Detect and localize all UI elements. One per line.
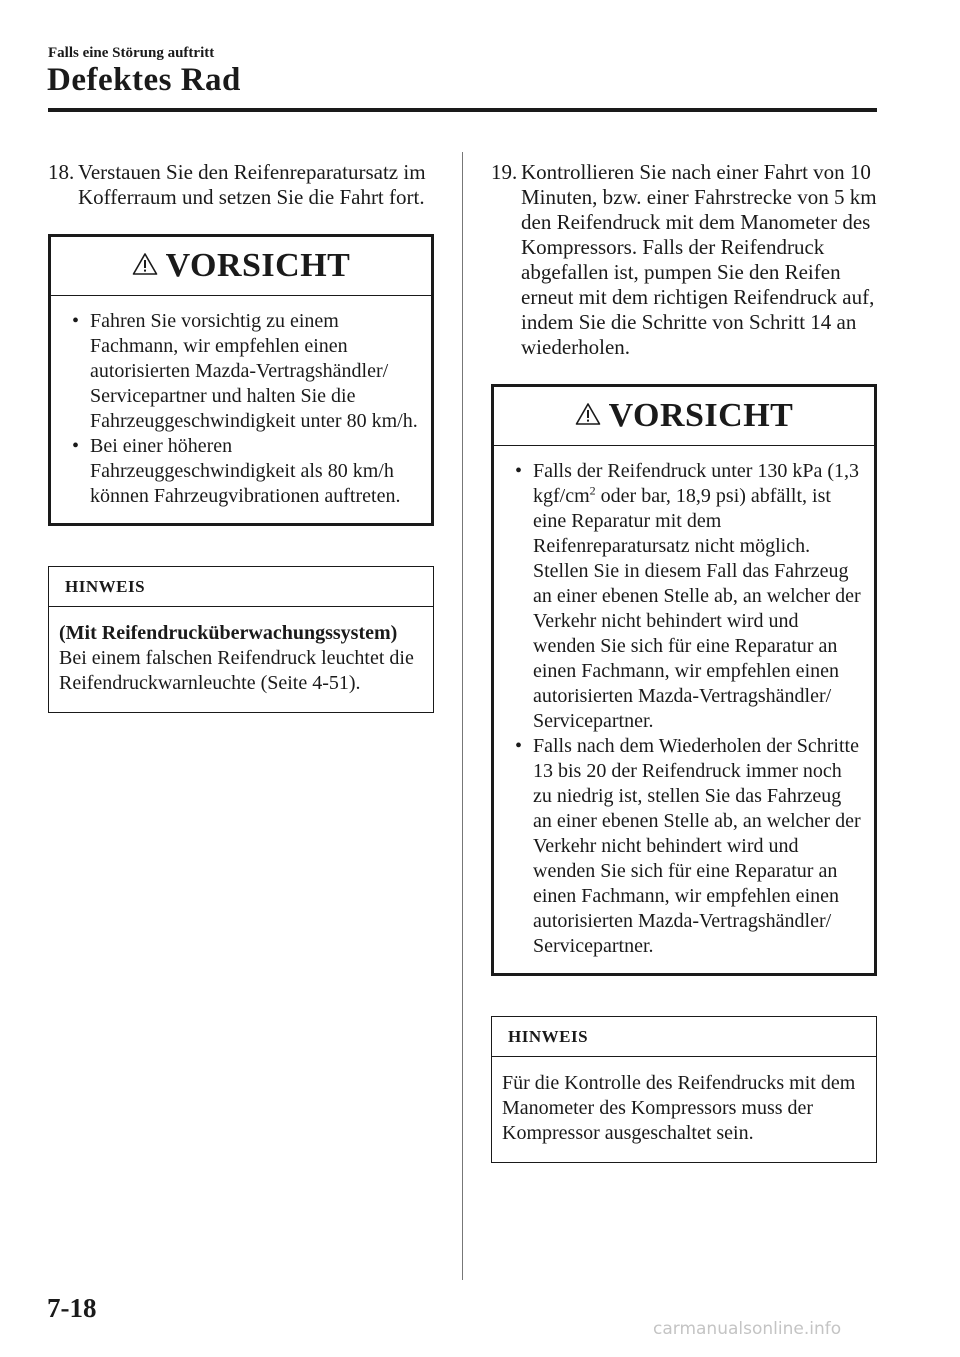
- step-number: 19.: [491, 160, 518, 184]
- caution-item-text: Bei einer höheren Fahrzeuggeschwindigkeit als 80 km/h können Fahrzeugvibrationen auftreten.: [90, 435, 401, 507]
- step-text: Verstauen Sie den Reifenreparatursatz im Kofferraum und setzen Sie die Fahrt fort.: [78, 160, 426, 209]
- note-body: [49, 607, 433, 712]
- header-rule: [48, 108, 877, 112]
- note-subheading: (Mit Reifendrucküberwachungssystem): [59, 622, 398, 644]
- section-name: Falls eine Störung auftritt: [48, 45, 215, 61]
- caution-item: [512, 459, 864, 734]
- left-column: [48, 160, 434, 713]
- caution-item: [69, 309, 421, 434]
- right-column: [491, 160, 877, 1163]
- warning-triangle-icon: [575, 402, 601, 426]
- superscript: 2: [589, 483, 596, 498]
- step-19: [491, 160, 877, 360]
- caution-item-text-after: oder bar, 18,9 psi) abfällt, ist eine Reparatur mit dem Reifenreparatursatz nicht möglich. Stellen Sie in diesem Fall das Fahrzeug an einer ebenen Stelle ab, an welcher der Verkehr nicht behindert wird und wenden Sie sich für eine Reparatur an einen Fachmann, wir empfehlen einen autorisierten Mazda-Vertragshändler/ Servicepartner.: [533, 485, 861, 732]
- note-text: Für die Kontrolle des Reifendrucks mit dem Manometer des Kompressors muss der Kompressor ausgeschaltet sein.: [502, 1072, 856, 1144]
- note-title: HINWEIS: [508, 1026, 589, 1046]
- caution-header: [51, 237, 431, 296]
- caution-item-text-before: Falls der Reifendruck unter 130 kPa (1,3 kgf/cm: [533, 460, 860, 507]
- caution-item: [69, 434, 421, 509]
- step-18: [48, 160, 434, 210]
- step-text: Kontrollieren Sie nach einer Fahrt von 10 Minuten, bzw. einer Fahrstrecke von 5 km den Reifendruck mit dem Manometer des Kompressors. Falls der Reifendruck abgefallen ist, pumpen Sie den Reifen erneut mit dem richtigen Reifendruck auf, indem Sie die Schritte von Schritt 14 an wiederholen.: [521, 160, 877, 359]
- warning-triangle-icon: [132, 252, 158, 276]
- bullet-mark: •: [515, 460, 523, 482]
- note-header: [492, 1017, 876, 1057]
- page-number: 7-18: [47, 1293, 97, 1323]
- caution-body: [51, 296, 431, 523]
- bullet-mark: •: [72, 435, 80, 457]
- caution-box: [491, 384, 877, 976]
- note-box: [491, 1016, 877, 1163]
- column-divider: [462, 152, 463, 1280]
- note-header: [49, 567, 433, 607]
- caution-item: [512, 734, 864, 959]
- caution-title: VORSICHT: [165, 247, 351, 284]
- note-body: [492, 1057, 876, 1162]
- note-title: HINWEIS: [65, 576, 146, 596]
- watermark: carmanualsonline.info: [653, 1319, 842, 1339]
- caution-body: [494, 446, 874, 973]
- step-number: 18.: [48, 160, 75, 184]
- note-box: [48, 566, 434, 713]
- page-title: Defektes Rad: [47, 62, 241, 98]
- bullet-mark: •: [515, 735, 523, 757]
- note-text: Bei einem falschen Reifendruck leuchtet die Reifendruckwarnleuchte (Seite 4-51).: [59, 647, 414, 694]
- caution-box: [48, 234, 434, 526]
- caution-item-text: Falls nach dem Wiederholen der Schritte 13 bis 20 der Reifendruck immer noch zu niedrig ist, stellen Sie das Fahrzeug an einer ebenen Stelle ab, an welcher der Verkehr nicht behindert wird und wenden Sie sich für eine Reparatur an einen Fachmann, wir empfehlen einen autorisierten Mazda-Vertragshändler/ Servicepartner.: [533, 735, 861, 957]
- caution-header: [494, 387, 874, 446]
- caution-title: VORSICHT: [608, 397, 794, 434]
- caution-item-text: Fahren Sie vorsichtig zu einem Fachmann, wir empfehlen einen autorisierten Mazda-Vertragshändler/ Servicepartner und halten Sie die Fahrzeuggeschwindigkeit unter 80 km/h.: [90, 310, 418, 432]
- bullet-mark: •: [72, 310, 80, 332]
